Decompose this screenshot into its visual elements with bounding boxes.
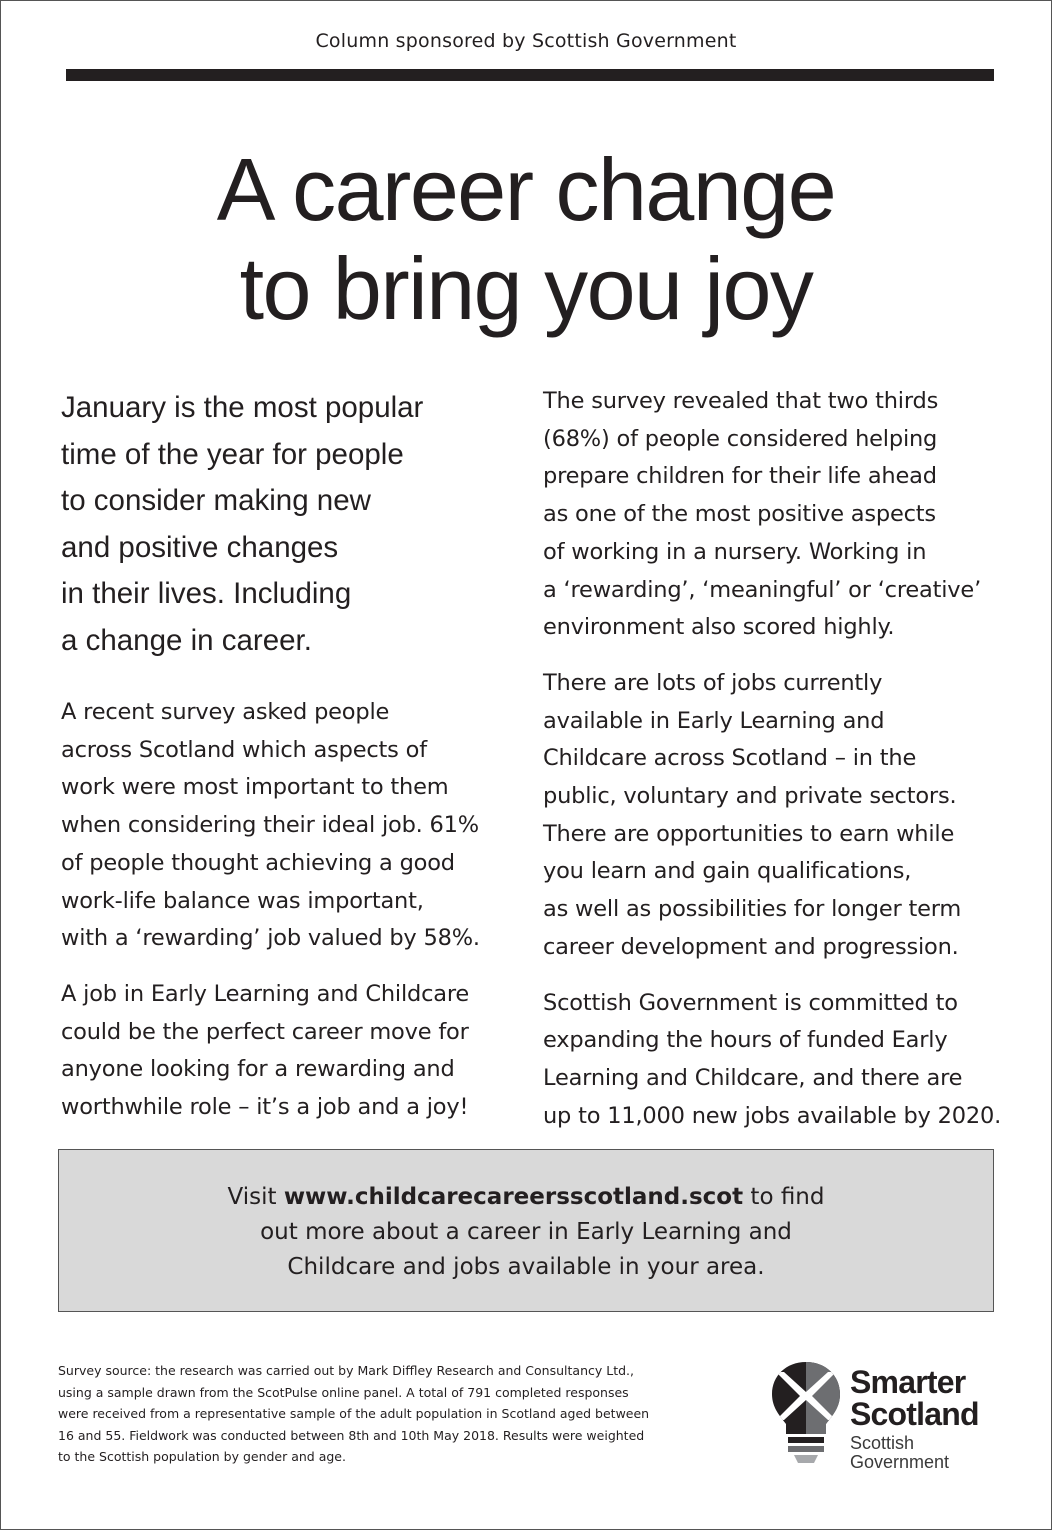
website-link[interactable]: www.childcarecareersscotland.scot xyxy=(283,1184,744,1210)
logo-line-scottish: Scottish xyxy=(850,1433,915,1453)
headline-line-1: A career change xyxy=(216,140,836,239)
smarter-scotland-logo xyxy=(770,1360,1010,1470)
right-paragraph-1: The survey revealed that two thirds (68%) of people considered helping prepare children for their life ahead as one of the most positive aspects of working in a nursery. Working in a ‘rewarding’, ‘meaningful’ or ‘creative’ environment also scored highly. xyxy=(543,388,982,641)
left-column xyxy=(61,385,501,1145)
survey-footnote: Survey source: the research was carried out by Mark Diffley Research and Consultancy Ltd., using a sample drawn from the ScotPulse online panel. A total of 791 completed responses were received from a representative sample of the adult population in Scotland aged between 16 and 55. Fieldwork was conducted between 8th and 10th May 2018. Results were weighted to the Scottish population by gender and age. xyxy=(58,1363,650,1464)
lede-paragraph: January is the most popular time of the year for people to consider making new and positive changes in their lives. Including a change in career. xyxy=(61,391,424,657)
cta-line-2: out more about a career in Early Learning and xyxy=(260,1219,792,1245)
logo-wordmark xyxy=(850,1366,979,1472)
headline-line-2: to bring you joy xyxy=(239,239,813,338)
left-paragraph-2: A job in Early Learning and Childcare could be the perfect career move for anyone looking for a rewarding and worthwhile role – it’s a job and a joy! xyxy=(61,980,470,1121)
call-to-action-box xyxy=(58,1149,994,1312)
header-rule xyxy=(66,69,994,81)
lightbulb-saltire-icon xyxy=(770,1360,842,1466)
cta-prefix: Visit xyxy=(227,1184,284,1210)
sponsor-line: Column sponsored by Scottish Government xyxy=(315,30,737,52)
left-paragraph-1: A recent survey asked people across Scotland which aspects of work were most important to them when considering their ideal job. 61% of people thought achieving a good work-life balance was important, with a ‘rewarding’ job valued by 58%. xyxy=(61,699,480,952)
logo-line-government: Government xyxy=(850,1452,950,1472)
cta-suffix: to find xyxy=(743,1184,825,1210)
cta-line-3: Childcare and jobs available in your area. xyxy=(287,1254,765,1280)
right-paragraph-2: There are lots of jobs currently available in Early Learning and Childcare across Scotland – in the public, voluntary and private sectors. There are opportunities to earn while you learn and gain qualifications, as well as possibilities for longer term career development and progression. xyxy=(543,669,962,960)
right-column xyxy=(543,383,1003,1153)
logo-line-smarter: Smarter xyxy=(850,1364,966,1400)
call-to-action-text xyxy=(59,1180,993,1285)
right-paragraph-3: Scottish Government is committed to expanding the hours of funded Early Learning and Childcare, and there are up to 11,000 new jobs available by 2020. xyxy=(543,989,1002,1129)
headline xyxy=(0,140,1052,338)
cta-line-1 xyxy=(59,1180,993,1215)
logo-line-scotland: Scotland xyxy=(850,1396,979,1432)
